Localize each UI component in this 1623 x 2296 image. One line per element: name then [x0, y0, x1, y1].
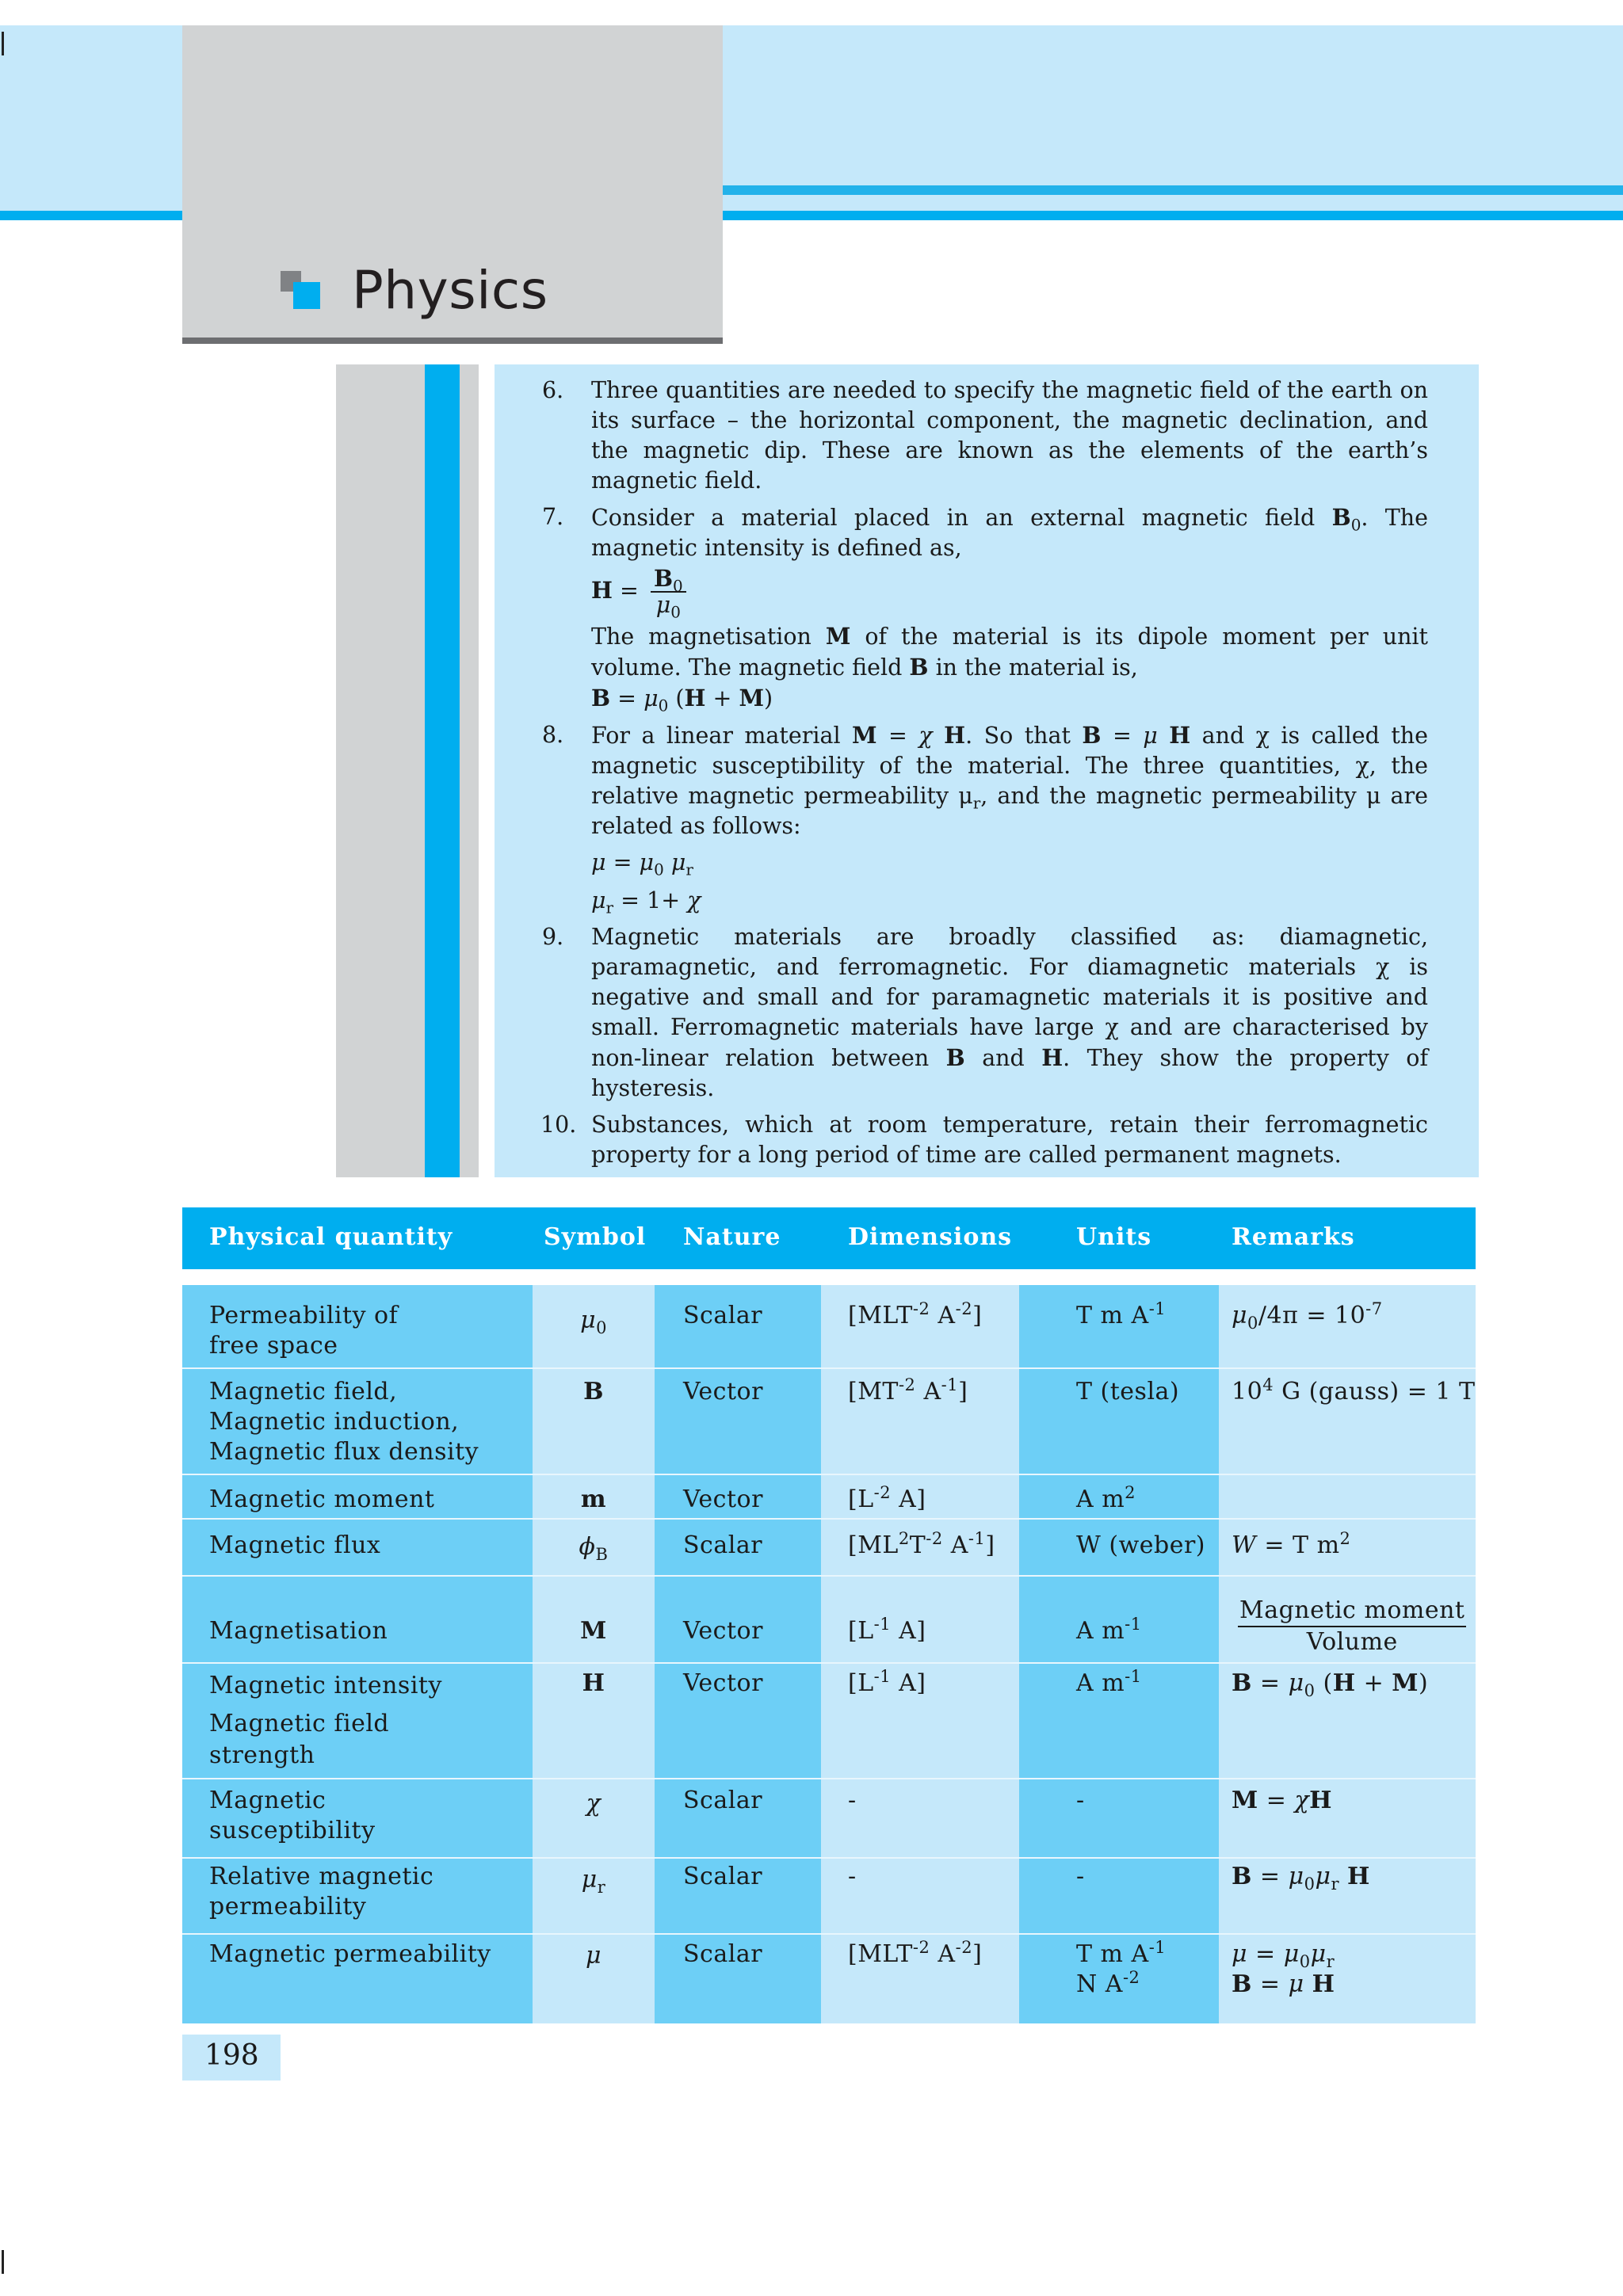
header-units: Units [1076, 1223, 1152, 1251]
symbol-cell: B [583, 1378, 604, 1405]
point-10 [542, 1110, 1428, 1170]
nature-cell: Vector [683, 1486, 763, 1513]
dimensions-cell: [$L^{-2}$ A] [848, 1483, 926, 1513]
table-row [209, 1786, 376, 1846]
page-number: 198 [204, 2039, 259, 2072]
nature-cell: Scalar [683, 1302, 763, 1329]
point-number: 6. [542, 377, 564, 403]
dimensions-cell: [$MLT^{-2}$ $A^{-2}$] [848, 1938, 983, 1968]
point-text: Three quantities are needed to specify the magnetic field of the earth on its surface – the horizontal component, the magnetic declination, and the magnetic dip. These are known as the elements of the earth’s magnetic field. [591, 377, 1428, 494]
symbol-cell: μ [586, 1942, 601, 1970]
header-remarks: Remarks [1232, 1223, 1355, 1251]
header-physical-quantity: Physical quantity [209, 1223, 453, 1251]
dimensions-cell: [$ML^2T^{-2}$ $A^{-1}$] [848, 1529, 995, 1559]
nature-cell: Scalar [683, 1863, 763, 1890]
remarks-cell: W = T $m^2$ [1232, 1529, 1351, 1559]
header-symbol: Symbol [544, 1223, 647, 1251]
units-cell: W (weber) [1076, 1531, 1206, 1559]
units-cell: A $m^{-1}$ [1076, 1615, 1142, 1645]
quantity-line: Magnetic permeability [209, 1940, 491, 1968]
equation-b: $B = \mu_0$ (H + M) [591, 685, 773, 715]
point-number: 9. [542, 924, 564, 950]
row-divider [182, 1518, 1476, 1520]
point-text: For a linear material [591, 723, 841, 749]
table-row [209, 1485, 434, 1515]
quantity-line: Magnetic flux [209, 1531, 381, 1559]
header-rule [182, 338, 723, 344]
quantity-line: Permeability of [209, 1302, 399, 1329]
point-text: . So that [965, 723, 1071, 749]
symbol-cell: m [580, 1486, 607, 1513]
nature-cell: Vector [683, 1617, 763, 1645]
dimensions-cell: [$L^{-1}$ A] [848, 1615, 926, 1645]
points-list [542, 376, 1428, 1177]
table-row [209, 1531, 380, 1561]
remarks-cell: $10^4$ G (gauss) = 1 T [1232, 1375, 1476, 1405]
dimensions-cell: [$MT^{-2}$ $A^{-1}$] [848, 1375, 968, 1405]
point-8: 8. For a linear material M = χ H. So that B = μ H and χ is called the magnetic susceptibility of the material. The three quantities, χ, the relative magnetic permeability $\mu_r$, and the magnetic permeability μ are related as follows: $\mu = \mu_0$ $\mu_r$ $\mu_r = 1+ \chi$ [542, 722, 1429, 917]
point-text: and χ is called the magnetic susceptibility of the material. The three quantities, χ, the relative magnetic permeability μ [591, 723, 1429, 809]
units-cell: A $m^2$ [1076, 1483, 1136, 1513]
point-text: and [982, 1045, 1025, 1071]
equation-h: H = $\frac{B_0}{\mu_0}$ [591, 566, 1428, 618]
table-row [209, 1377, 479, 1467]
quantity-line: Magnetic induction, [209, 1408, 460, 1436]
table-row [209, 1667, 442, 1768]
symbol-cell: H [582, 1669, 605, 1697]
nature-cell: Scalar [683, 1531, 763, 1559]
quantity-line: Magnetic field, [209, 1378, 398, 1405]
dimensions-cell: [$MLT^{-2}$ $A^{-2}$] [848, 1299, 983, 1329]
quantity-line: Magnetic field [209, 1710, 390, 1737]
remarks-cell: $B = \mu_0$ (H + M) [1232, 1669, 1429, 1700]
point-text: in the material is, [935, 654, 1138, 681]
row-divider [182, 1474, 1476, 1475]
side-bar-grey-right [460, 364, 479, 1177]
row-divider [182, 1857, 1476, 1859]
table-row [209, 1301, 398, 1361]
remarks-cell: M = χH [1232, 1787, 1332, 1814]
point-text: . The magnetic intensity is defined as, [591, 505, 1428, 561]
logo-square-blue-icon [293, 282, 320, 309]
quantity-line: Relative magnetic [209, 1863, 434, 1890]
dimensions-cell: - [848, 1863, 857, 1890]
top-stripe [723, 185, 1623, 195]
symbol-cell: M [580, 1617, 607, 1645]
row-divider [182, 1662, 1476, 1664]
quantity-line: Magnetic intensity [209, 1672, 442, 1699]
point-6 [542, 376, 1428, 496]
units-cell: T m $A^{-1}$ [1076, 1299, 1167, 1329]
row-divider [182, 1778, 1476, 1779]
remark-text: G (gauss) = 1 T [1281, 1378, 1476, 1405]
header-nature: Nature [683, 1223, 781, 1251]
units-cell: A $m^{-1}$ [1076, 1667, 1142, 1697]
units-cell: T (tesla) [1076, 1378, 1180, 1405]
table-row [209, 1616, 388, 1646]
units-cell: - [1076, 1863, 1085, 1890]
quantity-line: Magnetic moment [209, 1486, 435, 1513]
dimensions-cell: [$L^{-1}$ A] [848, 1667, 926, 1697]
row-divider [182, 1367, 1476, 1369]
fraction-numerator: Magnetic moment [1238, 1596, 1466, 1627]
row-divider [182, 1933, 1476, 1935]
units-cell: T m $A^{-1}$ N $A^{-2}$ [1076, 1938, 1167, 1998]
equation-mu: $\mu = \mu_0$ $\mu_r$ [591, 849, 693, 879]
quantity-line: strength [209, 1741, 315, 1769]
point-text: Consider a material placed in an external magnetic field [591, 505, 1316, 531]
page-title: Physics [352, 260, 548, 321]
row-divider [182, 1575, 1476, 1577]
equation-mur: $\mu_r = 1+ \chi$ [591, 887, 701, 917]
header-dimensions: Dimensions [848, 1223, 1013, 1251]
point-7: 7. Consider a material placed in an external magnetic field $B_0$. The magnetic intensity is defined as, H = $\frac{B_0}{\mu_0}$ The magnetisation M of the material is its dipole moment per unit volume. The magnetic field B in the material is, $B = \mu_0$ (H + M) [542, 504, 1428, 715]
quantity-line: permeability [209, 1893, 367, 1920]
quantity-line: Magnetic [209, 1787, 327, 1814]
remarks-cell: $B = \mu_0\mu_r$ H [1232, 1863, 1370, 1894]
dimensions-cell: - [848, 1787, 857, 1814]
quantity-line: Magnetic flux density [209, 1438, 479, 1466]
table-row [209, 1939, 491, 1970]
symbol-cell: $\phi_B$ [579, 1533, 609, 1564]
nature-cell: Vector [683, 1669, 763, 1697]
remarks-cell: $\mu = \mu_0\mu_r$ B = μ H [1232, 1940, 1335, 1998]
remarks-cell [1238, 1596, 1466, 1657]
symbol-cell: $\mu_0$ [580, 1306, 607, 1337]
point-text: Substances, which at room temperature, retain their ferromagnetic property for a long period of time are called permanent magnets. [591, 1112, 1428, 1168]
nature-cell: Scalar [683, 1787, 763, 1814]
point-number: 8. [542, 722, 564, 748]
remarks-cell: $\mu_0/4\pi = 10^{-7}$ [1232, 1299, 1383, 1333]
side-bar-blue [425, 364, 460, 1177]
quantity-line: free space [209, 1332, 338, 1360]
point-text: The magnetisation [591, 624, 812, 650]
quantity-line: Magnetisation [209, 1617, 388, 1645]
symbol-cell: χ [586, 1790, 601, 1817]
point-text: Magnetic materials are broadly classified as: diamagnetic, paramagnetic, and ferromagnetic. For diamagnetic materials χ is negative and small and for paramagnetic materials it is positive and small. Ferromagnetic materials have large χ and are characterised by non-linear relation between [591, 924, 1428, 1071]
quantity-line: susceptibility [209, 1817, 376, 1844]
nature-cell: Vector [683, 1378, 763, 1405]
units-cell: - [1076, 1787, 1085, 1814]
point-text: . They show the property of hysteresis. [591, 1045, 1429, 1101]
table-row [209, 1862, 433, 1922]
point-9: 9. Magnetic materials are broadly classified as: diamagnetic, paramagnetic, and ferromagnetic. For diamagnetic materials χ is negative and small and for paramagnetic materials it is positive and small. Ferromagnetic materials have large χ and are characterised by non-linear relation between B and H. They show the property of hysteresis. [542, 924, 1429, 1101]
fraction-denominator: Volume [1306, 1628, 1398, 1656]
point-text: of the material is its dipole moment per unit volume. The magnetic field [591, 624, 1428, 681]
symbol-cell: $\mu_r$ [581, 1866, 606, 1897]
point-text: , and the magnetic permeability μ are related as follows: [591, 783, 1428, 839]
point-number: 7. [542, 504, 564, 530]
crop-mark-top [2, 32, 4, 55]
point-number: 10. [540, 1112, 577, 1138]
crop-mark-bottom [2, 2250, 4, 2274]
nature-cell: Scalar [683, 1940, 763, 1968]
